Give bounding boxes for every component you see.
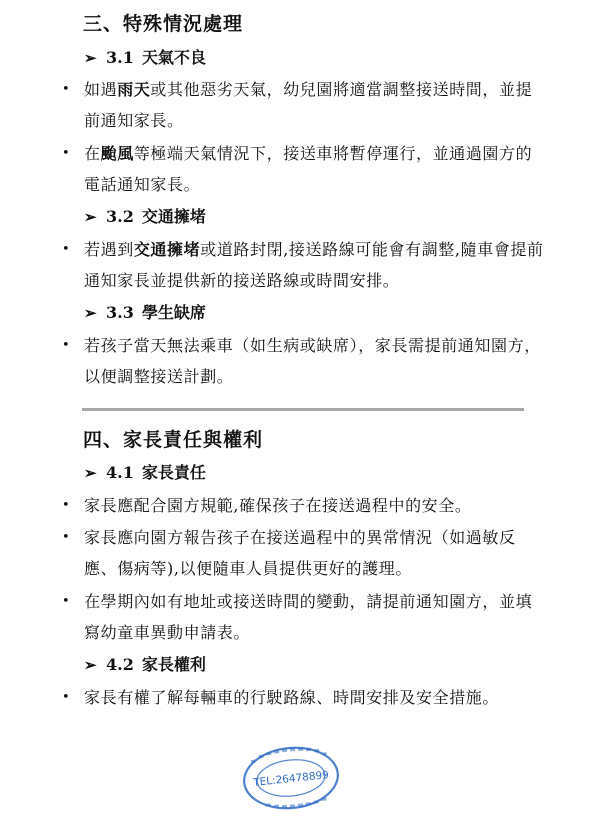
subsection-number: 3.2 [106, 207, 134, 226]
subsection-number: 4.1 [106, 463, 134, 482]
section-divider [82, 408, 524, 411]
bullet-item-report: • 家長應向園方報告孩子在接送過程中的異常情況（如過敏反應、傷病等),以便隨車人員提供更好的護理。 [84, 522, 544, 584]
bullet-item-rain [84, 74, 544, 136]
section-4-heading: 四、家長責任與權利 [83, 429, 264, 451]
bullet-text: 等極端天氣情況下，接送車將暫停運行，並通過園方的電話通知家長。 [84, 144, 533, 194]
section-3-heading: 三、特殊情況處理 [83, 13, 244, 35]
bullet-text: 若遇到 [84, 240, 134, 259]
bullet-item-absence: • 若孩子當天無法乘車（如生病或缺席），家長需提前通知園方，以便調整接送計劃。 [84, 330, 544, 392]
subsection-title: 天氣不良 [141, 48, 206, 67]
subsection-number: 3.3 [106, 303, 134, 322]
subsection-title: 家長權利 [141, 655, 206, 674]
subsection-title: 家長責任 [141, 463, 206, 482]
subsection-title: 交通擁堵 [141, 207, 206, 226]
subsection-3-2-heading [84, 206, 206, 228]
arrow-bullet-icon: ➢ [84, 208, 97, 226]
bullet-bold-text: 颱風 [100, 144, 134, 163]
bullet-text: 在 [84, 144, 101, 163]
subsection-3-1-heading [84, 47, 206, 69]
bullet-item-change: • 在學期內如有地址或接送時間的變動，請提前通知園方，並填寫幼童車異動申請表。 [84, 586, 544, 648]
arrow-bullet-icon: ➢ [84, 49, 97, 67]
bullet-text: 或道路封閉,接送路線可能會有調整,隨車會提前通知家長並提供新的接送路線或時間安排。 [84, 240, 544, 290]
subsection-number: 4.2 [106, 655, 134, 674]
bullet-item-traffic [84, 234, 554, 296]
subsection-number: 3.1 [106, 48, 134, 67]
bullet-bold-text: 雨天 [117, 80, 151, 99]
subsection-4-2-heading [84, 654, 206, 676]
bullet-text: 或其他惡劣天氣，幼兒園將適當調整接送時間，並提前通知家長。 [84, 80, 533, 130]
subsection-3-3-heading [84, 302, 206, 324]
subsection-title: 學生缺席 [141, 303, 206, 322]
bullet-text: 如遇 [84, 80, 118, 99]
official-seal-stamp [241, 745, 341, 811]
arrow-bullet-icon: ➢ [84, 656, 97, 674]
arrow-bullet-icon: ➢ [84, 304, 97, 322]
bullet-bold-text: 交通擁堵 [133, 240, 201, 259]
subsection-4-1-heading [84, 462, 206, 484]
arrow-bullet-icon: ➢ [84, 464, 97, 482]
bullet-item-rights: • 家長有權了解每輛車的行駛路線、時間安排及安全措施。 [84, 682, 544, 713]
bullet-item-cooperate: • 家長應配合園方規範,確保孩子在接送過程中的安全。 [84, 490, 554, 521]
bullet-item-typhoon [84, 138, 544, 200]
stamp-phone-text: TEL:26478899 [252, 769, 330, 789]
